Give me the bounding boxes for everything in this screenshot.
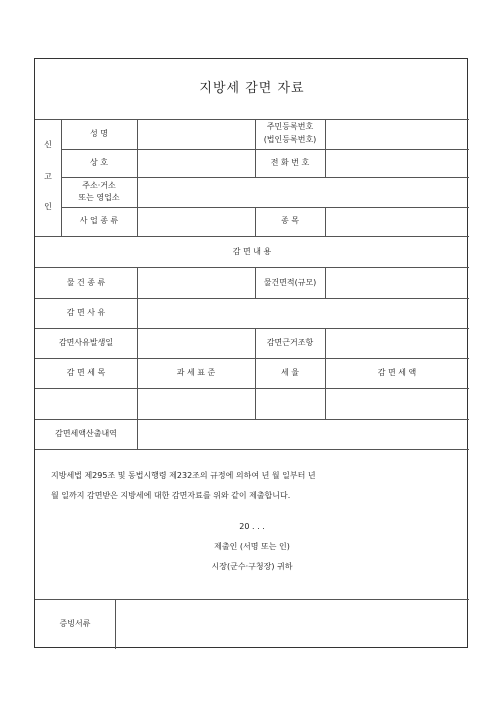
exemption-contents-header: 감 면 내 용 xyxy=(232,247,272,257)
phone-label: 전 화 번 호 xyxy=(270,158,310,168)
corporate-number-label: (법인등록번호) xyxy=(263,135,317,145)
applicant-section-char: 고 xyxy=(44,172,52,182)
tax-item-header: 감 면 세 목 xyxy=(66,368,106,378)
exempt-amount-header: 감 면 세 액 xyxy=(377,368,417,378)
addressee: 시장(군수·구청장) 귀하 xyxy=(211,562,293,572)
declaration-line-1: 지방세법 제295조 및 동법시행령 제232조의 규정에 의하여 년 월 일부터 년 xyxy=(51,471,316,480)
name-label: 성 명 xyxy=(90,129,108,139)
name-field[interactable] xyxy=(138,120,255,149)
property-type-field[interactable] xyxy=(138,268,255,298)
tax-rate-header: 세 율 xyxy=(281,368,299,378)
tax-item-field[interactable] xyxy=(36,389,137,419)
evidence-label: 증빙서류 xyxy=(59,619,91,629)
divider xyxy=(255,267,256,298)
divider xyxy=(255,207,256,236)
resident-number-field[interactable] xyxy=(326,120,469,149)
exemption-form xyxy=(34,58,468,648)
legal-basis-field[interactable] xyxy=(326,329,469,358)
address-field[interactable] xyxy=(138,178,469,207)
divider xyxy=(35,236,469,237)
phone-field[interactable] xyxy=(326,150,469,177)
legal-basis-label: 감면근거조항 xyxy=(266,338,314,348)
business-type-label: 사 업 종 류 xyxy=(79,216,119,226)
applicant-section-char: 인 xyxy=(44,202,52,212)
business-place-label: 또는 영업소 xyxy=(78,193,120,203)
trade-name-field[interactable] xyxy=(138,150,255,177)
exemption-reason-label: 감 면 사 유 xyxy=(66,308,106,318)
address-label: 주소·거소 xyxy=(82,181,116,191)
divider xyxy=(255,119,256,149)
applicant-section-char: 신 xyxy=(44,140,52,150)
divider xyxy=(35,449,469,450)
calc-detail-field[interactable] xyxy=(138,420,469,449)
reason-date-field[interactable] xyxy=(138,329,255,358)
tax-rate-field[interactable] xyxy=(256,389,325,419)
submission-date: 20 . . . xyxy=(239,522,265,532)
exemption-reason-field[interactable] xyxy=(138,299,469,328)
divider xyxy=(61,119,62,236)
divider xyxy=(255,328,256,358)
divider xyxy=(35,358,469,359)
property-type-label: 물 건 종 류 xyxy=(66,278,106,288)
property-area-label: 물건면적(규모) xyxy=(263,278,317,288)
form-title: 지방세 감면 자료 xyxy=(199,81,305,96)
tax-base-field[interactable] xyxy=(138,389,255,419)
divider xyxy=(255,149,256,177)
exempt-amount-field[interactable] xyxy=(326,389,469,419)
calc-detail-label: 감면세액산출내역 xyxy=(55,429,117,439)
declaration-line-2: 월 일까지 감면받은 지방세에 대한 감면자료를 위와 같이 제출합니다. xyxy=(51,491,291,500)
item-field[interactable] xyxy=(326,208,469,236)
item-label: 종 목 xyxy=(281,216,299,226)
submitter-signature: 제출인 (서명 또는 인) xyxy=(214,542,290,552)
business-type-field[interactable] xyxy=(138,208,255,236)
property-area-field[interactable] xyxy=(326,268,469,298)
tax-base-header: 과 세 표 준 xyxy=(176,368,216,378)
reason-date-label: 감면사유발생일 xyxy=(58,338,114,348)
evidence-field[interactable] xyxy=(116,600,469,648)
resident-number-label: 주민등록번호 xyxy=(266,122,314,132)
trade-name-label: 상 호 xyxy=(90,158,108,168)
